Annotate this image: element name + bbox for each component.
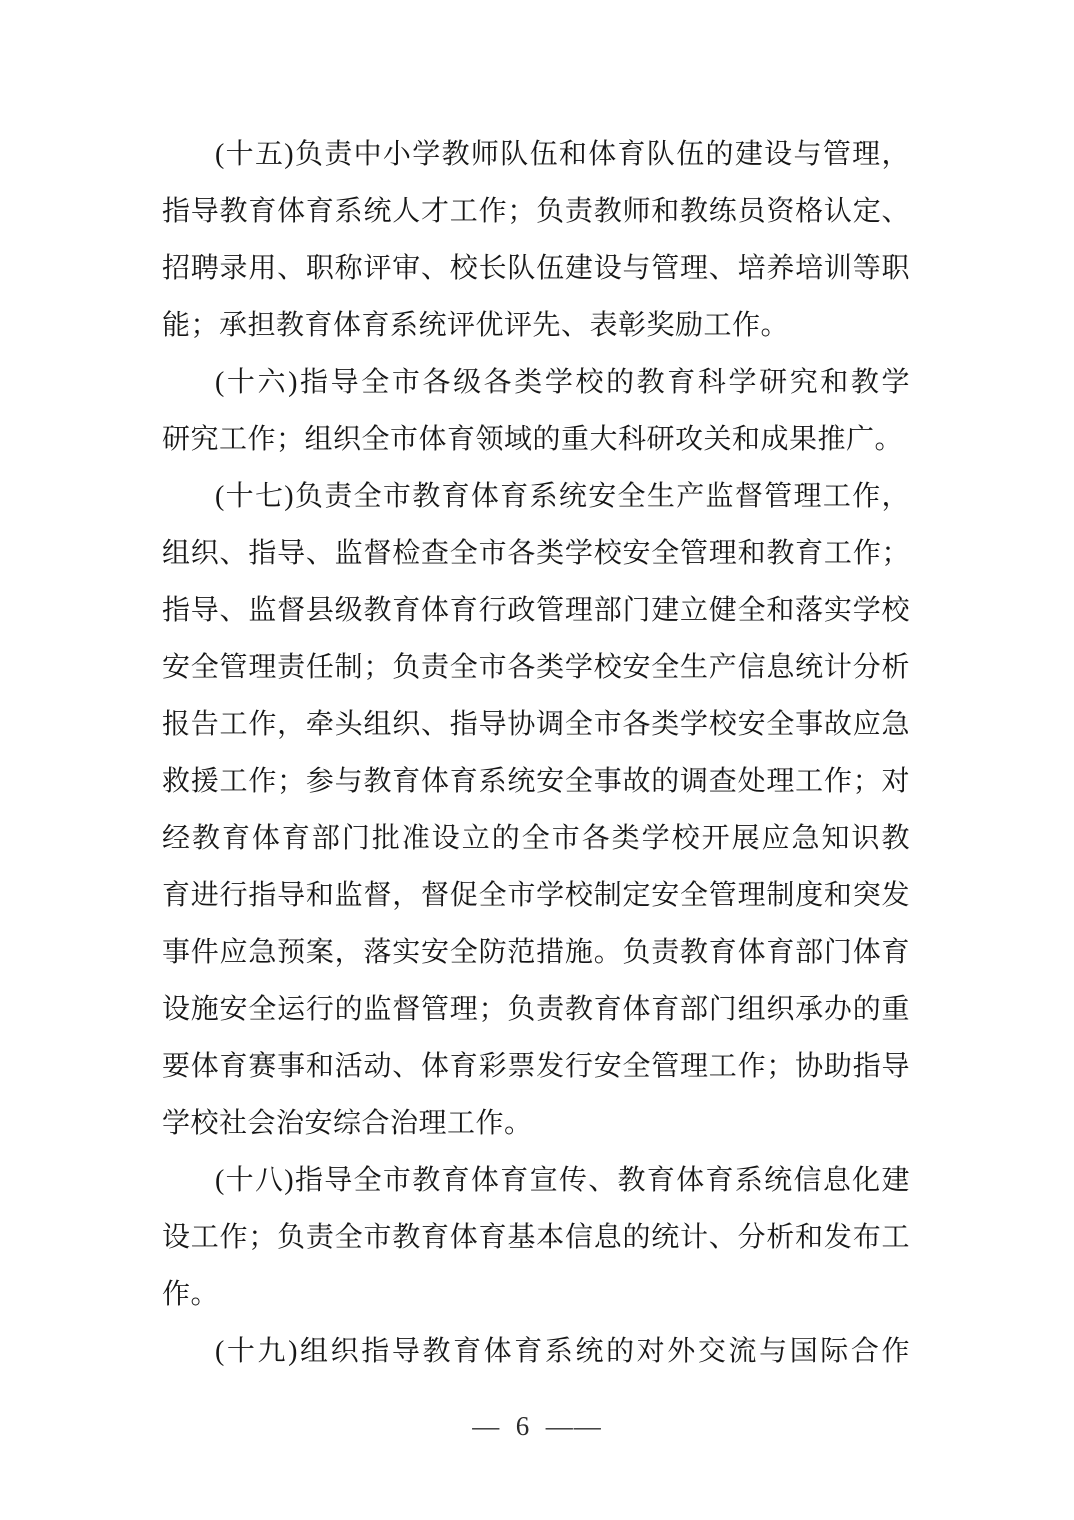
document-line: 设施安全运行的监督管理；负责教育体育部门组织承办的重 [162, 994, 910, 1025]
document-line: 组织、指导、监督检查全市各类学校安全管理和教育工作； [162, 538, 910, 569]
document-line: 能；承担教育体育系统评优评先、表彰奖励工作。 [162, 310, 790, 341]
document-line: 安全管理责任制；负责全市各类学校安全生产信息统计分析 [162, 652, 910, 683]
document-body [162, 126, 910, 1380]
document-line: 经教育体育部门批准设立的全市各类学校开展应急知识教 [162, 823, 910, 854]
document-line: 设工作；负责全市教育体育基本信息的统计、分析和发布工 [162, 1222, 910, 1253]
page-number: — 6 —— [472, 1411, 602, 1441]
document-line: (十八)指导全市教育体育宣传、教育体育系统信息化建 [215, 1165, 910, 1196]
document-line: (十七)负责全市教育体育系统安全生产监督管理工作， [215, 481, 910, 512]
document-line: (十九)组织指导教育体育系统的对外交流与国际合作 [215, 1336, 910, 1367]
document-line: 报告工作，牵头组织、指导协调全市各类学校安全事故应急 [162, 709, 910, 740]
document-line: 要体育赛事和活动、体育彩票发行安全管理工作；协助指导 [162, 1051, 910, 1082]
document-line: 事件应急预案，落实安全防范措施。负责教育体育部门体育 [162, 937, 910, 968]
document-line: 招聘录用、职称评审、校长队伍建设与管理、培养培训等职 [162, 253, 910, 284]
document-line: (十五)负责中小学教师队伍和体育队伍的建设与管理， [215, 139, 910, 170]
document-line: 育进行指导和监督，督促全市学校制定安全管理制度和突发 [162, 880, 910, 911]
document-line: 指导教育体育系统人才工作；负责教师和教练员资格认定、 [162, 196, 910, 227]
document-line: 指导、监督县级教育体育行政管理部门建立健全和落实学校 [162, 595, 910, 626]
document-line: 作。 [162, 1279, 220, 1310]
document-line: (十六)指导全市各级各类学校的教育科学研究和教学 [215, 367, 910, 398]
document-line: 研究工作；组织全市体育领域的重大科研攻关和成果推广。 [162, 424, 904, 455]
document-line: 救援工作；参与教育体育系统安全事故的调查处理工作；对 [162, 766, 910, 797]
document-line: 学校社会治安综合治理工作。 [162, 1108, 533, 1139]
